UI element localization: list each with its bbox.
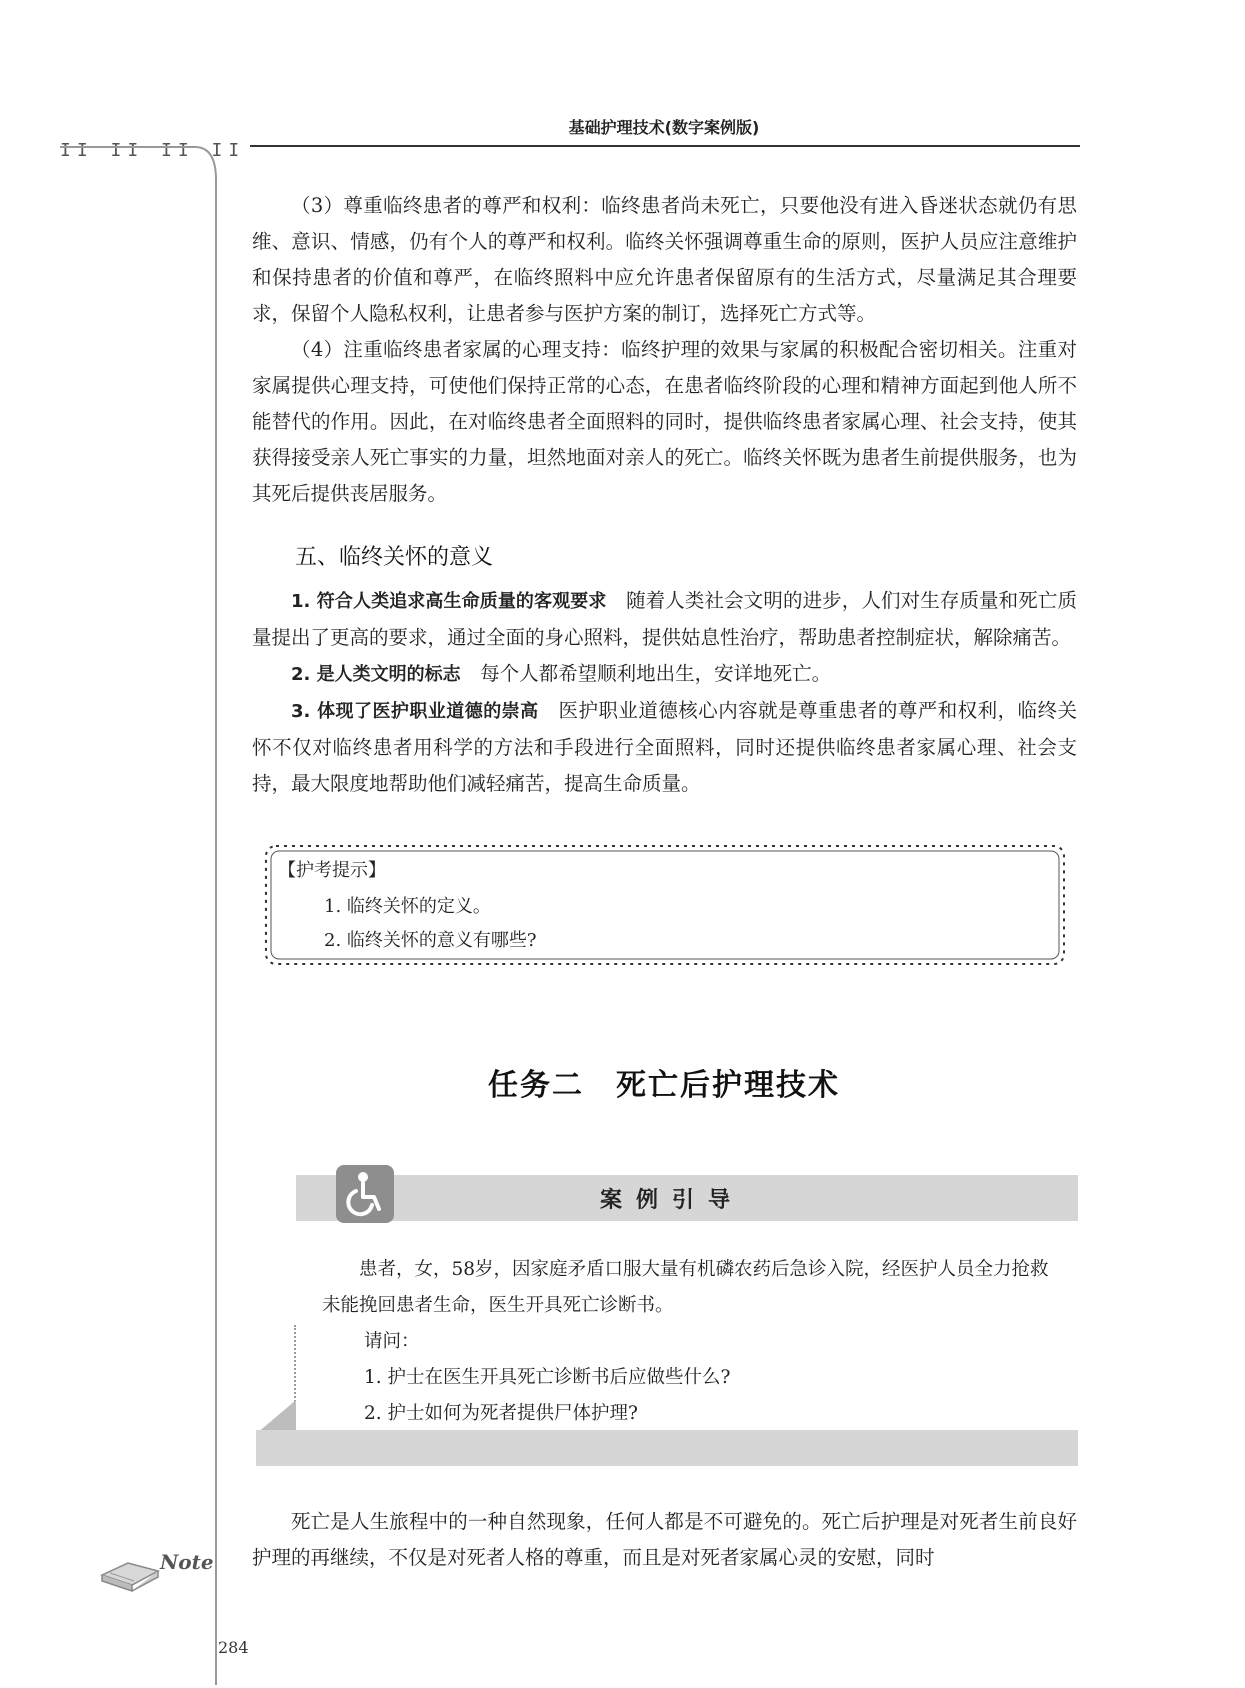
item-text: 随着人类社会文明的进步，人们对生存质量和死亡质量提出了更高的要求，通过全面的身心照料，提供姑息性治疗，帮助患者控制症状，解除痛苦。 bbox=[252, 589, 1077, 649]
significance-item bbox=[252, 656, 1077, 693]
tip-item: 2. 临终关怀的意义有哪些? bbox=[324, 930, 537, 951]
task-title: 任务二 死亡后护理技术 bbox=[488, 1068, 840, 1103]
exam-tip-box bbox=[262, 842, 1068, 968]
case-question-label: 请问： bbox=[364, 1331, 420, 1352]
case-question: 2. 护士如何为死者提供尸体护理? bbox=[364, 1403, 638, 1424]
margin-bars: II II II II bbox=[60, 140, 246, 161]
body-bottom bbox=[252, 1504, 1077, 1576]
significance-item bbox=[252, 583, 1077, 656]
header-rule bbox=[250, 145, 1080, 147]
item-title: 1. 符合人类追求高生命质量的客观要求 bbox=[291, 591, 607, 612]
case-intro: 患者，女，58岁，因家庭矛盾口服大量有机磷农药后急诊入院，经医护人员全力抢救未能挽回患者生命，医生开具死亡诊断书。 bbox=[322, 1259, 1049, 1316]
tip-item: 1. 临终关怀的定义。 bbox=[324, 896, 491, 917]
case-question: 1. 护士在医生开具死亡诊断书后应做些什么? bbox=[364, 1367, 731, 1388]
wheelchair-icon bbox=[336, 1165, 394, 1223]
tip-title: 【护考提示】 bbox=[278, 860, 386, 881]
item-title: 3. 体现了医护职业道德的崇高 bbox=[291, 701, 539, 722]
running-header: 基础护理技术(数字案例版) bbox=[568, 118, 760, 137]
section-heading: 五、临终关怀的意义 bbox=[295, 545, 494, 570]
case-label: 案例引导 bbox=[600, 1187, 745, 1213]
significance-item bbox=[252, 693, 1077, 802]
item-text: 每个人都希望顺利地出生，安详地死亡。 bbox=[480, 662, 832, 685]
paragraph-3: （3）尊重临终患者的尊严和权利：临终患者尚未死亡，只要他没有进入昏迷状态就仍有思维、意识、情感，仍有个人的尊严和权利。临终关怀强调尊重生命的原则，医护人员应注意维护和保持患者的价值和尊严，在临终照料中应允许患者保留原有的生活方式，尽量满足其合理要求，保留个人隐私权利，让患者参与医护方案的制订，选择死亡方式等。 bbox=[252, 194, 1077, 325]
item-title: 2. 是人类文明的标志 bbox=[291, 664, 461, 685]
paragraph-4: （4）注重临终患者家属的心理支持：临终护理的效果与家属的积极配合密切相关。注重对家属提供心理支持，可使他们保持正常的心态，在患者临终阶段的心理和精神方面起到他人所不能替代的作用。因此，在对临终患者全面照料的同时，提供临终患者家属心理、社会支持，使其获得接受亲人死亡事实的力量，坦然地面对亲人的死亡。临终关怀既为患者生前提供服务，也为其死后提供丧居服务。 bbox=[252, 338, 1077, 505]
case-corner-triangle bbox=[256, 1400, 296, 1434]
section-body bbox=[252, 583, 1077, 802]
item-text: 医护职业道德核心内容就是尊重患者的尊严和权利，临终关怀不仅对临终患者用科学的方法和手段进行全面照料，同时还提供临终患者家属心理、社会支持，最大限度地帮助他们减轻痛苦，提高生命质量。 bbox=[252, 699, 1077, 795]
note-label: Note bbox=[160, 1550, 214, 1574]
body-top bbox=[252, 188, 1077, 512]
paragraph-death: 死亡是人生旅程中的一种自然现象，任何人都是不可避免的。死亡后护理是对死者生前良好护理的再继续，不仅是对死者人格的尊重，而且是对死者家属心灵的安慰，同时 bbox=[252, 1510, 1077, 1569]
case-footer-bar bbox=[256, 1430, 1078, 1466]
page-number: 284 bbox=[218, 1638, 249, 1657]
